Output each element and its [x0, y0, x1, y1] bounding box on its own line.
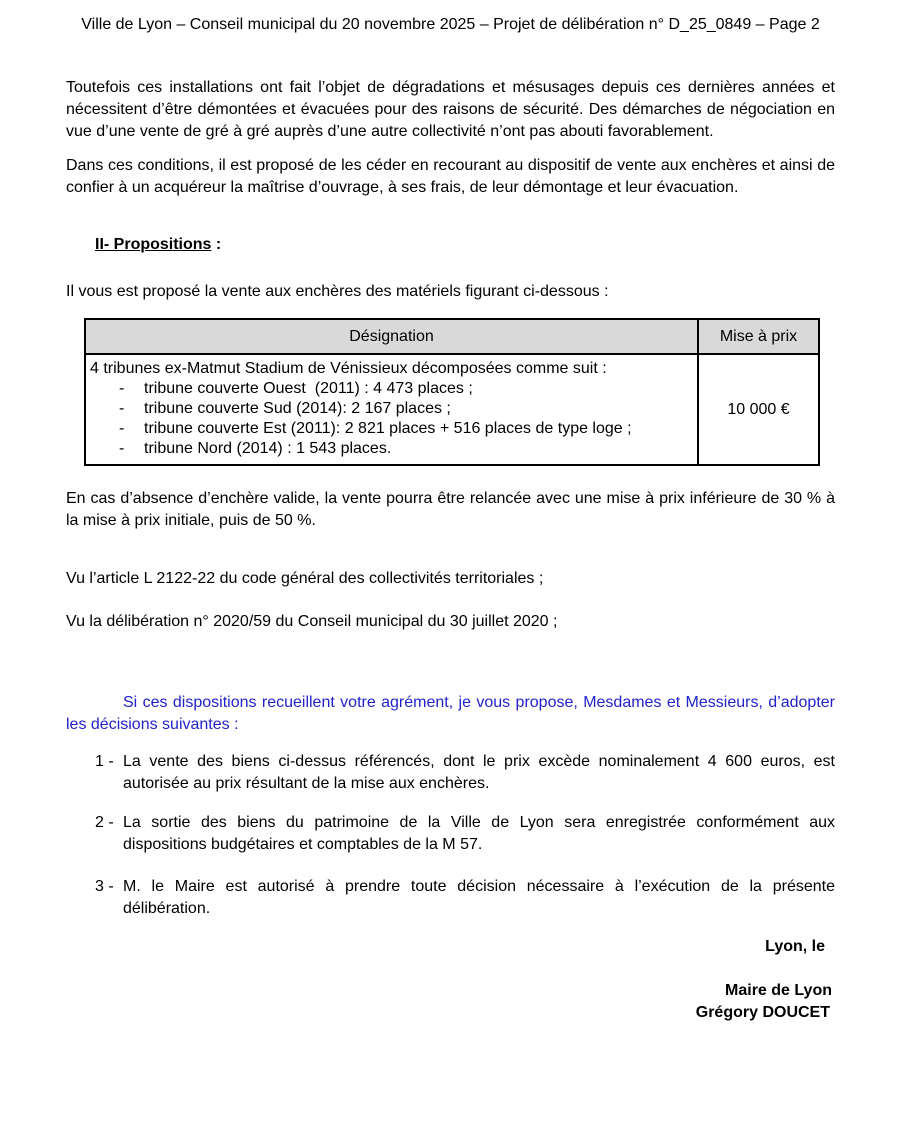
paragraph-degradations: Toutefois ces installations ont fait l’objet de dégradations et mésusages depuis ces dernières années et nécessitent d’être démontées et évacuées pour des raisons de sécurité. Des démarches de négociation en vue d’une vente de gré à gré auprès d’une autre collectivité n’ont pas abouti favorablement. — [66, 79, 835, 140]
paragraph-conditions: Dans ces conditions, il est proposé de les céder en recourant au dispositif de vente aux enchères et ainsi de confier à un acquéreur la maîtrise d’ouvrage, à ses frais, de leur démontage et leur évacuation. — [66, 157, 835, 196]
dash-bullet: - — [119, 380, 125, 397]
table-header-designation: Désignation — [85, 319, 698, 354]
tribune-item — [90, 399, 693, 419]
tribune-item-text: tribune couverte Sud (2014): 2 167 places ; — [144, 400, 451, 417]
paragraph-relance: En cas d’absence d’enchère valide, la vente pourra être relancée avec une mise à prix inférieure de 30 % à la mise à prix initiale, puis de 50 %. — [66, 490, 835, 529]
signature-title: Maire de Lyon — [725, 982, 832, 999]
tribune-item — [90, 419, 693, 439]
designation-intro: 4 tribunes ex-Matmut Stadium de Vénissieux décomposées comme suit : — [90, 360, 607, 377]
decision-text: M. le Maire est autorisé à prendre toute décision nécessaire à l’exécution de la présente délibération. — [123, 878, 835, 917]
paragraph-vu-deliberation: Vu la délibération n° 2020/59 du Conseil municipal du 30 juillet 2020 ; — [66, 613, 558, 630]
tribune-item-text: tribune couverte Ouest (2011) : 4 473 places ; — [144, 380, 473, 397]
paragraph-intro-table: Il vous est proposé la vente aux enchères des matériels figurant ci-dessous : — [66, 283, 609, 300]
signature-place-date: Lyon, le — [765, 938, 825, 955]
dash-bullet: - — [119, 420, 125, 437]
decision-number: 3 - — [95, 878, 114, 895]
tribune-item-text: tribune couverte Est (2011): 2 821 places + 516 places de type loge ; — [144, 420, 632, 437]
tribune-item — [90, 439, 693, 459]
table-header-row — [85, 319, 819, 354]
document-content — [66, 14, 835, 1024]
designation-cell — [85, 354, 698, 465]
auction-table — [84, 318, 820, 466]
page-header: Ville de Lyon – Conseil municipal du 20 novembre 2025 – Projet de délibération n° D_25_0849 – Page 2 — [81, 16, 820, 33]
dash-bullet: - — [119, 400, 125, 417]
paragraph-vu-article: Vu l’article L 2122-22 du code général des collectivités territoriales ; — [66, 570, 544, 587]
decision-item — [66, 812, 835, 856]
decision-item — [66, 751, 835, 795]
decision-number: 1 - — [95, 753, 114, 770]
table-header-price: Mise à prix — [698, 319, 819, 354]
decision-text: La sortie des biens du patrimoine de la Ville de Lyon sera enregistrée conformément aux dispositions budgétaires et comptables de la M 57. — [123, 814, 835, 853]
tribune-item — [90, 379, 693, 399]
tribune-item-text: tribune Nord (2014) : 1 543 places. — [144, 440, 392, 457]
decision-number: 2 - — [95, 814, 114, 831]
paragraph-proposal-blue: Si ces dispositions recueillent votre agrément, je vous propose, Mesdames et Messieurs, d’adopter les décisions suivantes : — [66, 694, 835, 733]
decision-text: La vente des biens ci-dessus référencés, dont le prix excède nominalement 4 600 euros, est autorisée au prix résultant de la mise aux enchères. — [123, 753, 835, 792]
section-heading-text: II- Propositions — [95, 236, 212, 253]
signature-name: Grégory DOUCET — [695, 1004, 830, 1021]
price-cell: 10 000 € — [698, 354, 819, 465]
table-row — [85, 354, 819, 465]
section-heading-colon: : — [211, 236, 222, 253]
decision-item — [66, 876, 835, 920]
dash-bullet: - — [119, 440, 125, 457]
section-heading-propositions — [95, 234, 835, 256]
